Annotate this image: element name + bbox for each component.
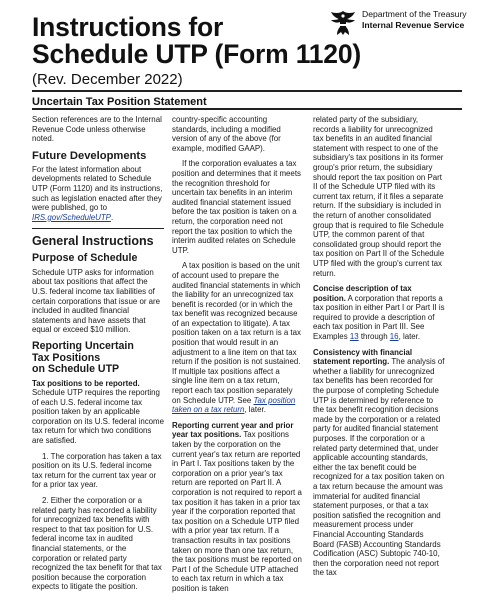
header-divider-bottom [32,108,462,110]
concise-description-text: Concise description of tax position. A corporation that reports a tax position in either Part I or Part II is required to provide a description of each tax position in Part III. See Examples 13 through 16, later. [313,284,445,342]
column-2 [172,115,302,600]
title-line-2: Schedule UTP (Form 1120) [32,39,362,69]
condition-1: 1. The corporation has taken a tax position on its U.S. federal income tax return for the current tax year or for a prior tax year. [32,451,162,490]
general-instructions-heading: General Instructions [32,234,154,249]
column-3 [313,115,445,584]
col3-paragraph-1: related party of the subsidiary, records a liability for unrecognized tax benefits in an audited financial statement with respect to one of the subsidiary's tax positions in its former group's prior return, the subsidiary should report the tax position on Part II of the Schedule UTP filed with its current tax return, if it files a separate return. If the subsidiary is included in the return of another consolidated group that is required to file Schedule UTP, the common parent of that consolidated group should report the tax position on Part II of the Schedule UTP filed with the group's current tax return. [313,115,445,278]
condition-2: 2. Either the corporation or a related party has recorded a liability for unrecognized tax benefits with respect to that tax position for U.S. federal income tax in audited financial statements, or the corporation or related party recognized the tax benefit for that tax position because the corporation expects to litigate the position. [32,496,162,592]
future-developments-heading: Future Developments [32,149,147,162]
title-line-1: Instructions for [32,12,224,42]
revision-date: (Rev. December 2022) [32,71,183,88]
section-divider [32,228,164,229]
tax-position-link[interactable]: Tax position taken on a tax return [172,395,296,415]
consistency-text: Consistency with financial statement reporting. The analysis of whether a liability for unrecognized tax benefits has been recorded for the purpose of completing Schedule UTP is determined by reference to the tax benefit recognition decisions made by the corporation or a related party for audited financial statement purposes. If the corporation or a related party determined that, under applicable accounting standards, either the tax benefit could be recognized for a tax position taken on a tax return because the amount was immaterial for audited financial statement purposes, or that a tax position satisfied the recognition and measurement process under Financial Accounting Standards Board (FASB) Accounting Standards Codification (ASC) Subtopic 740-10, then the corporation need not report the tax [313,347,445,578]
purpose-text: Schedule UTP asks for information about tax positions that affect the U.S. federal income tax liabilities of certain corporations that issue or are included in audited financial statements and have assets that equal or exceed $10 million. [32,267,161,335]
purpose-heading: Purpose of Schedule [32,252,138,265]
example-13-link[interactable]: 13 [349,332,359,342]
tax-positions-reported-text: Tax positions to be reported. Schedule UTP requires the reporting of each U.S. federal income tax position taken by an applicable corporation on its U.S. federal income tax return for which two conditions are satisfied. [32,378,165,446]
current-prior-year-text: Reporting current year and prior year tax positions. Tax positions taken by the corporation on the current year's tax return are reported in Part I. Tax positions taken by the corporation on a prior year's tax return are reported on Part II. A corporation is not required to report a tax position it has taken in a prior tax year if the corporation reported that tax position on a Schedule UTP filed with a prior year tax return. If a transaction results in tax positions taken on more than one tax return, the tax positions must be reported on Part I of the Schedule UTP attached to each tax return in which a tax position is taken [172,420,302,593]
intro-text: Section references are to the Internal Revenue Code unless otherwise noted. [32,115,162,144]
document-subtitle: Uncertain Tax Position Statement [32,96,207,108]
agency-department: Department of the Treasury [362,9,467,19]
col2-paragraph-1: country-specific accounting standards, including a modified version of any of the above (for example, modified GAAP). [172,115,281,153]
reporting-heading: Reporting Uncertain Tax Positions on Schedule UTP [32,340,134,375]
schedule-utp-link[interactable]: IRS.gov/ScheduleUTP [32,212,111,222]
example-16-link[interactable]: 16 [389,332,399,342]
future-developments-text: For the latest information about developments related to Schedule UTP (Form 1120) and its instructions, such as legislation enacted after they were published, go to IRS.gov/ScheduleUTP. [32,164,163,222]
col2-paragraph-2: If the corporation evaluates a tax position and determines that it meets the recognition threshold for uncertain tax benefits in an interim audited financial statement issued before the tax position is taken on a return, the corporation need not report the tax position to which the interim audited relates on Schedule UTP. [172,159,301,255]
header-divider [32,90,462,92]
col2-paragraph-3: A tax position is based on the unit of account used to prepare the audited financial statements in which the liability for an unrecognized tax benefit is recorded (or in which the tax benefit was recognized because of an expectation to litigate). A tax position taken on a tax return is a tax position that would result in an adjustment to a line item on that tax return if the position is not sustained. If multiple tax positions affect a single line item on a tax return, report each tax position separately on Schedule UTP. See Tax position taken on a tax return, later. [172,261,301,415]
agency-irs: Internal Revenue Service [362,20,465,30]
column-1 [32,115,164,598]
